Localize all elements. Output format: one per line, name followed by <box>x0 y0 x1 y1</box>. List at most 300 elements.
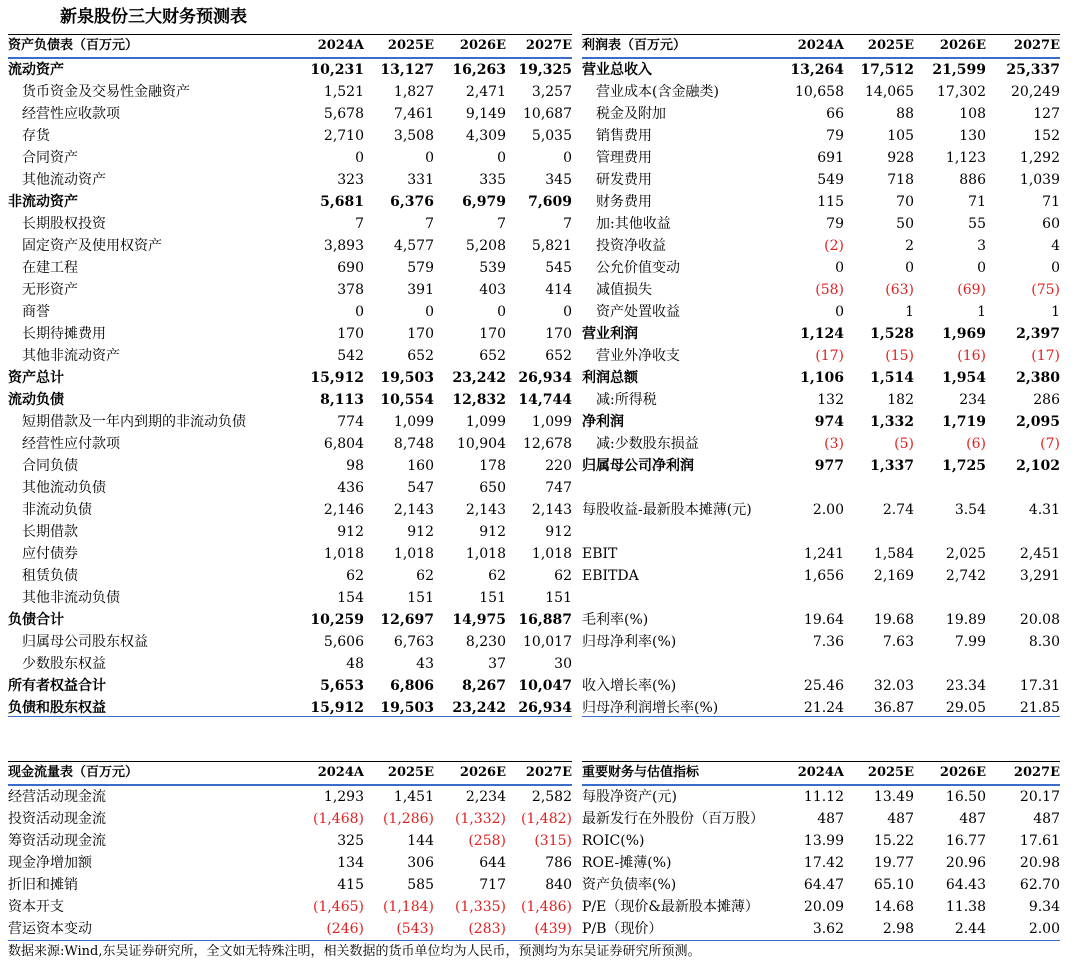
row-label: 归属母公司净利润 <box>582 458 694 474</box>
bottom-rule <box>8 940 1060 941</box>
value-cell: 2 <box>905 238 914 254</box>
table-row <box>8 301 572 323</box>
value-cell: 11.38 <box>945 899 986 915</box>
value-cell: 43 <box>416 656 434 672</box>
table-row <box>582 543 1060 565</box>
row-label: 每股收益-最新股本摊薄(元) <box>582 502 752 518</box>
value-cell: (69) <box>957 282 986 298</box>
value-cell: 19.68 <box>873 612 914 628</box>
table-row <box>582 301 1060 323</box>
row-label: 负债合计 <box>8 612 64 628</box>
value-cell: 2.74 <box>882 502 914 518</box>
table-header-row <box>582 35 1060 59</box>
table-row <box>582 345 1060 367</box>
row-label: ROIC(%) <box>582 833 645 849</box>
row-label: 减:所得税 <box>596 392 657 408</box>
value-cell: 840 <box>545 877 572 893</box>
value-cell: 14.68 <box>873 899 914 915</box>
row-label: 长期待摊费用 <box>22 326 106 342</box>
table-row <box>582 631 1060 653</box>
value-cell: 1 <box>905 304 914 320</box>
value-cell: 62 <box>416 568 434 584</box>
value-cell: 1 <box>977 304 986 320</box>
value-cell: 4 <box>1051 238 1060 254</box>
value-cell <box>780 477 844 499</box>
value-cell: 170 <box>545 326 572 342</box>
table-header-row <box>8 35 572 59</box>
value-cell: 4,577 <box>393 238 434 254</box>
value-cell: 12,678 <box>523 436 572 452</box>
value-cell: 65.10 <box>873 877 914 893</box>
value-cell: 13,264 <box>790 62 844 78</box>
value-cell: 36.87 <box>873 700 914 716</box>
value-cell: 8,748 <box>393 436 434 452</box>
value-cell: 48 <box>346 656 364 672</box>
value-cell: 2,742 <box>945 568 986 584</box>
value-cell: 62 <box>488 568 506 584</box>
value-cell: (63) <box>885 282 914 298</box>
value-cell: 2,380 <box>1016 370 1060 386</box>
value-cell: 10,047 <box>518 678 572 694</box>
value-cell: 16,887 <box>518 612 572 628</box>
value-cell: 3.54 <box>954 502 986 518</box>
year-header: 2026E <box>914 35 986 59</box>
table-row <box>8 499 572 521</box>
value-cell: 1,293 <box>323 789 364 805</box>
value-cell: 403 <box>479 282 506 298</box>
value-cell: 7 <box>497 216 506 232</box>
value-cell: 220 <box>545 458 572 474</box>
row-label: 归属母公司股东权益 <box>22 634 148 650</box>
table-row <box>8 609 572 631</box>
table-row <box>8 103 572 125</box>
value-cell: 10,658 <box>795 84 844 100</box>
value-cell: (15) <box>885 348 914 364</box>
value-cell: 152 <box>1033 128 1060 144</box>
row-label: EBITDA <box>582 568 639 584</box>
value-cell: 717 <box>479 877 506 893</box>
row-label: 财务费用 <box>596 194 652 210</box>
table-row <box>582 830 1060 852</box>
row-label: 应付债券 <box>22 546 78 562</box>
table-row <box>582 235 1060 257</box>
row-label: 现金净增加额 <box>8 855 92 871</box>
year-header: 2024A <box>780 35 844 59</box>
value-cell: 5,821 <box>531 238 572 254</box>
value-cell: 12,832 <box>452 392 506 408</box>
table-row <box>582 499 1060 521</box>
table-row <box>582 587 1060 609</box>
table-row <box>582 191 1060 213</box>
value-cell: 2,397 <box>1016 326 1060 342</box>
table-row <box>8 191 572 213</box>
value-cell: 0 <box>425 304 434 320</box>
value-cell: 2,143 <box>531 502 572 518</box>
value-cell: 6,763 <box>393 634 434 650</box>
row-label: 所有者权益合计 <box>8 678 106 694</box>
value-cell: 0 <box>563 304 572 320</box>
value-cell: (1,184) <box>382 899 434 915</box>
row-label: P/B（现价） <box>582 921 663 937</box>
row-label: 负债和股东权益 <box>8 700 106 716</box>
value-cell: 5,606 <box>323 634 364 650</box>
value-cell: 912 <box>479 524 506 540</box>
table-row <box>582 147 1060 169</box>
row-label: 长期借款 <box>22 524 78 540</box>
value-cell <box>844 521 914 543</box>
value-cell: 0 <box>497 150 506 166</box>
value-cell: 0 <box>905 260 914 276</box>
value-cell: 6,376 <box>390 194 434 210</box>
value-cell: 20.08 <box>1019 612 1060 628</box>
value-cell: 691 <box>817 150 844 166</box>
row-label: 营业外净收支 <box>596 348 680 364</box>
table-title: 重要财务与估值指标 <box>582 762 780 786</box>
table-row <box>8 565 572 587</box>
value-cell: 151 <box>407 590 434 606</box>
value-cell <box>780 587 844 609</box>
value-cell: 7 <box>355 216 364 232</box>
value-cell: 436 <box>337 480 364 496</box>
value-cell: 20.98 <box>1019 855 1060 871</box>
value-cell: 25,337 <box>1006 62 1060 78</box>
year-header: 2027E <box>506 35 572 59</box>
value-cell: 32.03 <box>873 678 914 694</box>
value-cell <box>780 521 844 543</box>
table-row <box>8 81 572 103</box>
row-label: 流动负债 <box>8 392 64 408</box>
table-row <box>582 521 1060 543</box>
year-header: 2024A <box>300 35 364 59</box>
row-label: 资本开支 <box>8 899 64 915</box>
value-cell: (17) <box>815 348 844 364</box>
value-cell: 1,827 <box>393 84 434 100</box>
row-label: 经营性应收款项 <box>22 106 120 122</box>
row-label: 少数股东权益 <box>22 656 106 672</box>
value-cell: 547 <box>407 480 434 496</box>
value-cell: 579 <box>407 260 434 276</box>
table-row <box>8 785 572 808</box>
value-cell: 66 <box>826 106 844 122</box>
value-cell: 14,065 <box>865 84 914 100</box>
value-cell: 234 <box>959 392 986 408</box>
value-cell: 912 <box>545 524 572 540</box>
table-row <box>8 58 572 81</box>
table-header-row <box>8 762 572 786</box>
value-cell: 19.64 <box>803 612 844 628</box>
row-label <box>582 477 780 499</box>
value-cell: (2) <box>824 238 844 254</box>
value-cell: 8.30 <box>1028 634 1060 650</box>
value-cell: 325 <box>337 833 364 849</box>
value-cell <box>986 477 1060 499</box>
value-cell: 71 <box>968 194 986 210</box>
row-label: 折旧和摊销 <box>8 877 78 893</box>
row-label: 营业成本(含金融类) <box>596 84 719 100</box>
value-cell: 26,934 <box>518 370 572 386</box>
table-row <box>8 455 572 477</box>
value-cell: 19,503 <box>380 700 434 716</box>
table-row <box>8 257 572 279</box>
row-label: 其他流动资产 <box>22 172 106 188</box>
value-cell: 549 <box>817 172 844 188</box>
value-cell: 928 <box>887 150 914 166</box>
row-label: 存货 <box>22 128 50 144</box>
table-row <box>8 125 572 147</box>
value-cell: 10,231 <box>310 62 364 78</box>
table-row <box>8 235 572 257</box>
value-cell: 1,719 <box>942 414 986 430</box>
value-cell: 17,302 <box>937 84 986 100</box>
value-cell: 10,259 <box>310 612 364 628</box>
value-cell: 539 <box>479 260 506 276</box>
value-cell: 2,471 <box>465 84 506 100</box>
value-cell: 545 <box>545 260 572 276</box>
table-row <box>8 279 572 301</box>
value-cell: 23.34 <box>945 678 986 694</box>
value-cell: 37 <box>488 656 506 672</box>
table-row <box>582 675 1060 697</box>
year-header: 2024A <box>780 762 844 786</box>
value-cell: 0 <box>497 304 506 320</box>
year-header: 2026E <box>914 762 986 786</box>
value-cell: 8,113 <box>320 392 364 408</box>
value-cell: 26,934 <box>518 700 572 716</box>
value-cell: 132 <box>817 392 844 408</box>
value-cell: 3.62 <box>812 921 844 937</box>
row-label <box>582 653 780 675</box>
value-cell: 55 <box>968 216 986 232</box>
value-cell: (75) <box>1031 282 1060 298</box>
value-cell: 16.77 <box>945 833 986 849</box>
value-cell: (1,332) <box>454 811 506 827</box>
row-label: 长期股权投资 <box>22 216 106 232</box>
table-row <box>8 543 572 565</box>
row-label: 净利润 <box>582 414 624 430</box>
value-cell: 1,337 <box>870 458 914 474</box>
value-cell: 974 <box>814 414 844 430</box>
value-cell: 25.46 <box>803 678 844 694</box>
value-cell: 64.47 <box>803 877 844 893</box>
table-row <box>8 213 572 235</box>
value-cell: 79 <box>826 216 844 232</box>
row-label: P/E（现价&最新股本摊薄） <box>582 899 759 915</box>
value-cell: 20,249 <box>1011 84 1060 100</box>
value-cell: 1,039 <box>1019 172 1060 188</box>
value-cell <box>914 521 986 543</box>
value-cell: 3,893 <box>323 238 364 254</box>
value-cell <box>914 587 986 609</box>
value-cell: 1,528 <box>870 326 914 342</box>
value-cell: 2.98 <box>882 921 914 937</box>
value-cell: 16.50 <box>945 789 986 805</box>
value-cell: 144 <box>407 833 434 849</box>
value-cell: 1,451 <box>393 789 434 805</box>
value-cell: 774 <box>337 414 364 430</box>
value-cell: 1,123 <box>945 150 986 166</box>
row-label: 租赁负债 <box>22 568 78 584</box>
valuation-metrics-table <box>582 761 1060 940</box>
row-label: 无形资产 <box>22 282 78 298</box>
row-label: 商誉 <box>22 304 50 320</box>
value-cell: 9.34 <box>1028 899 1060 915</box>
table-row <box>8 389 572 411</box>
value-cell: (315) <box>534 833 572 849</box>
table-row <box>582 477 1060 499</box>
table-row <box>582 257 1060 279</box>
value-cell: 0 <box>835 260 844 276</box>
table-row <box>582 125 1060 147</box>
row-label: 筹资活动现金流 <box>8 833 106 849</box>
value-cell: 644 <box>479 855 506 871</box>
year-header: 2025E <box>364 35 434 59</box>
value-cell: 115 <box>817 194 844 210</box>
table-row <box>8 675 572 697</box>
value-cell: 127 <box>1033 106 1060 122</box>
value-cell: 286 <box>1033 392 1060 408</box>
value-cell: 71 <box>1042 194 1060 210</box>
income-bottom-rule <box>582 716 1060 717</box>
value-cell: 62 <box>554 568 572 584</box>
year-header: 2025E <box>844 35 914 59</box>
value-cell: 4,309 <box>465 128 506 144</box>
value-cell: 335 <box>479 172 506 188</box>
balance-bottom-rule <box>8 716 572 717</box>
row-label: 投资净收益 <box>596 238 666 254</box>
value-cell: 7.36 <box>812 634 844 650</box>
value-cell: 154 <box>337 590 364 606</box>
table-title: 资产负债表（百万元） <box>8 35 300 59</box>
value-cell: 1,332 <box>870 414 914 430</box>
value-cell: 1,292 <box>1019 150 1060 166</box>
table-row <box>8 808 572 830</box>
value-cell: (58) <box>815 282 844 298</box>
value-cell: 178 <box>479 458 506 474</box>
value-cell: 391 <box>407 282 434 298</box>
row-label: 资产总计 <box>8 370 64 386</box>
value-cell: 20.09 <box>803 899 844 915</box>
value-cell: 7.63 <box>882 634 914 650</box>
year-header: 2026E <box>434 762 506 786</box>
table-row <box>8 323 572 345</box>
value-cell: 1 <box>1051 304 1060 320</box>
value-cell: 170 <box>479 326 506 342</box>
value-cell: 7 <box>563 216 572 232</box>
value-cell: 2,169 <box>873 568 914 584</box>
table-row <box>8 345 572 367</box>
row-label: 在建工程 <box>22 260 78 276</box>
value-cell: 912 <box>337 524 364 540</box>
value-cell: (258) <box>468 833 506 849</box>
value-cell: 414 <box>545 282 572 298</box>
row-label: 经营性应付款项 <box>22 436 120 452</box>
value-cell <box>914 653 986 675</box>
value-cell: 4.31 <box>1028 502 1060 518</box>
table-row <box>8 169 572 191</box>
value-cell: 29.05 <box>945 700 986 716</box>
value-cell: 1,099 <box>531 414 572 430</box>
value-cell: 23,242 <box>452 700 506 716</box>
row-label: 流动资产 <box>8 62 64 78</box>
value-cell: 17.42 <box>803 855 844 871</box>
row-label: 合同资产 <box>22 150 78 166</box>
value-cell: 50 <box>896 216 914 232</box>
value-cell: 1,124 <box>800 326 844 342</box>
row-label: 归母净利率(%) <box>582 634 677 650</box>
table-row <box>8 367 572 389</box>
page-title: 新泉股份三大财务预测表 <box>60 7 247 27</box>
row-label: 投资活动现金流 <box>8 811 106 827</box>
row-label: 减值损失 <box>596 282 652 298</box>
value-cell: 130 <box>959 128 986 144</box>
value-cell: 0 <box>835 304 844 320</box>
value-cell: 378 <box>337 282 364 298</box>
value-cell: 12,697 <box>380 612 434 628</box>
value-cell: 19,503 <box>380 370 434 386</box>
value-cell: 14,975 <box>452 612 506 628</box>
value-cell: 9,149 <box>465 106 506 122</box>
table-row <box>582 896 1060 918</box>
table-row <box>582 411 1060 433</box>
value-cell: 1,241 <box>803 546 844 562</box>
row-label: 研发费用 <box>596 172 652 188</box>
table-row <box>8 147 572 169</box>
row-label: 营运资本变动 <box>8 921 92 937</box>
table-row <box>582 213 1060 235</box>
table-row <box>582 433 1060 455</box>
row-label: 税金及附加 <box>596 106 666 122</box>
value-cell: 2,025 <box>945 546 986 562</box>
row-label <box>582 587 780 609</box>
row-label: 毛利率(%) <box>582 612 649 628</box>
row-label: 经营活动现金流 <box>8 789 106 805</box>
value-cell: 1,514 <box>870 370 914 386</box>
value-cell: (17) <box>1031 348 1060 364</box>
row-label <box>582 521 780 543</box>
table-row <box>8 631 572 653</box>
value-cell: 30 <box>554 656 572 672</box>
value-cell: 5,208 <box>465 238 506 254</box>
value-cell: (7) <box>1040 436 1060 452</box>
table-row <box>8 411 572 433</box>
value-cell <box>986 521 1060 543</box>
table-row <box>582 455 1060 477</box>
table-row <box>582 367 1060 389</box>
value-cell: 2,710 <box>323 128 364 144</box>
value-cell: 345 <box>545 172 572 188</box>
value-cell: 487 <box>1033 811 1060 827</box>
row-label: 非流动资产 <box>8 194 78 210</box>
value-cell: 415 <box>337 877 364 893</box>
value-cell: 1,018 <box>531 546 572 562</box>
value-cell: 19,325 <box>518 62 572 78</box>
year-header: 2027E <box>986 762 1060 786</box>
value-cell: 652 <box>479 348 506 364</box>
value-cell: 1,656 <box>803 568 844 584</box>
row-label: 减:少数股东损益 <box>596 436 699 452</box>
table-row <box>8 830 572 852</box>
year-header: 2027E <box>986 35 1060 59</box>
value-cell: 15.22 <box>873 833 914 849</box>
value-cell: (1,335) <box>454 899 506 915</box>
value-cell <box>986 587 1060 609</box>
value-cell: 13.49 <box>873 789 914 805</box>
value-cell: 487 <box>817 811 844 827</box>
value-cell: 1,018 <box>393 546 434 562</box>
value-cell: (439) <box>534 921 572 937</box>
value-cell: 1,969 <box>942 326 986 342</box>
table-row <box>582 808 1060 830</box>
